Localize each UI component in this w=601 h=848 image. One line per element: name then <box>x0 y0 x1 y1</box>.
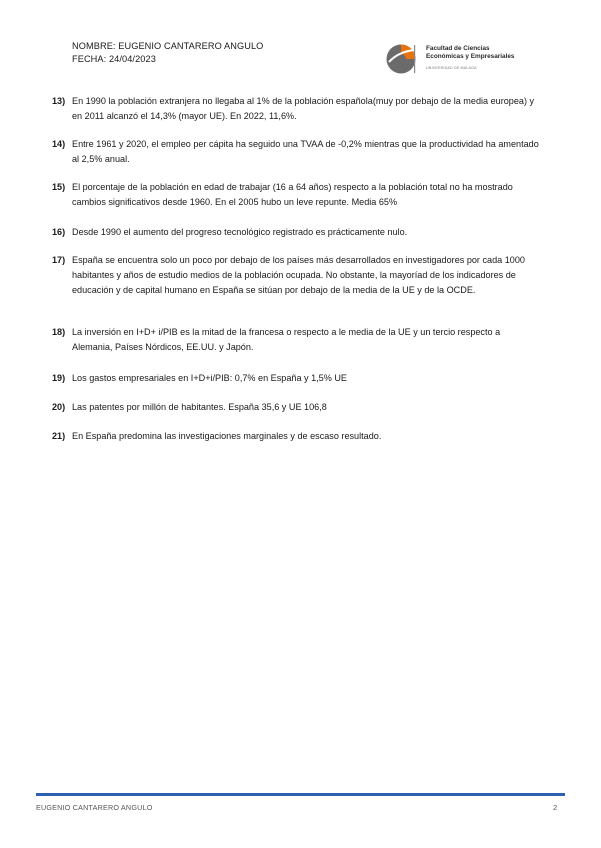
item-text: Las patentes por millón de habitantes. España 35,6 y UE 106,8 <box>72 402 327 412</box>
item-number: 15) <box>52 182 66 192</box>
item-number: 19) <box>52 373 66 383</box>
item-text: España se encuentra solo un poco por debajo de los países más desarrollados en investigadores por cada 1000 habitantes y años de estudio medios de la población ocupada. No obstante, la mayoríad de los indicadores de educación y de capital humano en España se sitúan por debajo de la media de la UE y de la OCDE. <box>72 255 525 296</box>
item-number: 18) <box>52 327 66 337</box>
item-text: En España predomina las investigaciones marginales y de escaso resultado. <box>72 431 382 441</box>
item-text: Entre 1961 y 2020, el empleo per cápita ha seguido una TVAA de -0,2% mientras que la productividad ha amentado al 2,5% anual. <box>72 139 539 165</box>
item-number: 17) <box>52 255 66 265</box>
logo-title <box>426 45 514 61</box>
logo-line-2: Económicas y Empresariales <box>426 53 515 60</box>
list-item <box>52 371 542 386</box>
item-text: La inversión en I+D+ i/PIB es la mitad de la francesa o respecto a le media de la UE y un tercio respecto a Alemania, Países Nórdicos, EE.UU. y Japón. <box>72 327 501 353</box>
footer-divider <box>36 793 565 796</box>
list-item <box>52 253 542 299</box>
list-item <box>52 429 542 444</box>
page-number: 2 <box>553 803 558 812</box>
item-text: Desde 1990 el aumento del progreso tecnológico registrado es prácticamente nulo. <box>72 227 408 237</box>
logo-university: UNIVERSIDAD DE MÁLAGA <box>426 66 477 70</box>
item-number: 14) <box>52 139 66 149</box>
student-name: NOMBRE: EUGENIO CANTARERO ANGULO <box>72 41 264 51</box>
list-item <box>52 180 542 210</box>
faculty-logo <box>384 42 534 76</box>
item-text: El porcentaje de la población en edad de trabajar (16 a 64 años) respecto a la población total no ha mostrado cambios significativos desde 1960. En el 2005 hubo un leve repunte. Media 65% <box>72 182 513 208</box>
list-item <box>52 400 542 415</box>
item-number: 20) <box>52 402 66 412</box>
item-number: 13) <box>52 96 66 106</box>
item-text: Los gastos empresariales en I+D+i/PIB: 0,7% en España y 1,5% UE <box>72 373 347 383</box>
faculty-logo-emblem-icon <box>384 42 420 76</box>
item-number: 21) <box>52 431 66 441</box>
logo-line-1: Facultad de Ciencias <box>426 45 490 52</box>
list-item <box>52 225 542 240</box>
header-block <box>72 40 263 66</box>
list-item <box>52 137 542 167</box>
list-item <box>52 325 542 355</box>
list-item <box>52 94 542 124</box>
document-date: FECHA: 24/04/2023 <box>72 54 156 64</box>
item-text: En 1990 la población extranjera no llegaba al 1% de la población española(muy por debajo de la media europea) y en 2011 alcanzó el 14,3% (mayor UE). En 2022, 11,6%. <box>72 96 535 122</box>
footer-author: EUGENIO CANTARERO ANGULO <box>36 803 153 812</box>
item-number: 16) <box>52 227 66 237</box>
